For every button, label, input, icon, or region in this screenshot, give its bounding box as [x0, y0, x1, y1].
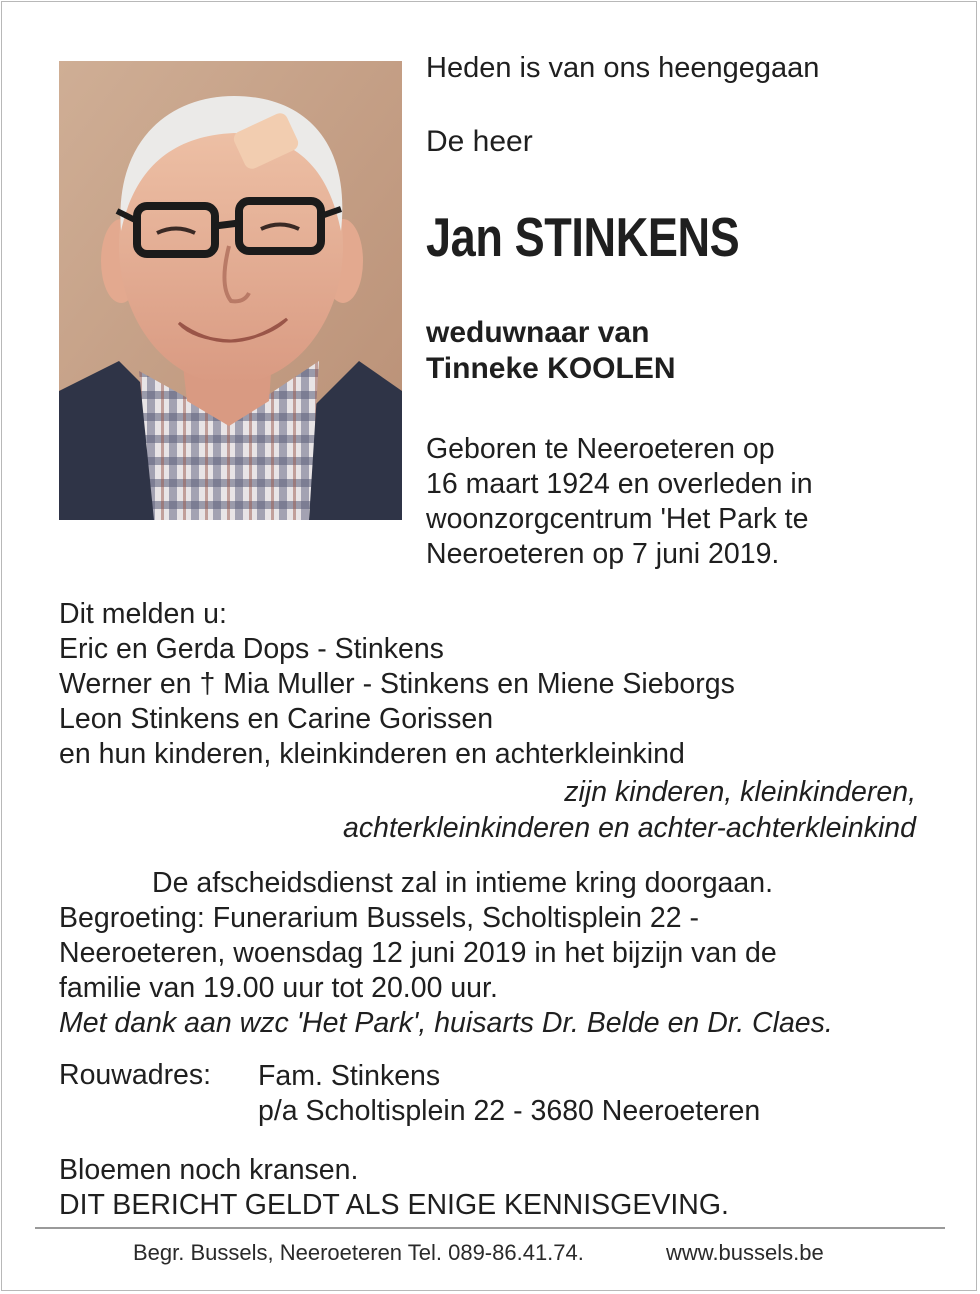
birth-line: Neeroeteren op 7 juni 2019. — [426, 538, 780, 570]
family-line: Leon Stinkens en Carine Gorissen — [59, 703, 494, 735]
service-line: De afscheidsdienst zal in intieme kring doorgaan. — [152, 867, 774, 899]
closing-line: Bloemen noch kransen. — [59, 1154, 359, 1186]
service-info — [59, 866, 833, 1041]
relation-note — [343, 774, 916, 846]
birth-line: 16 maart 1924 en overleden in — [426, 468, 813, 500]
birth-line: Geboren te Neeroeteren op — [426, 433, 775, 465]
birth-death-info — [426, 432, 813, 572]
widower-label: weduwnaar van — [426, 316, 650, 349]
birth-line: woonzorgcentrum 'Het Park te — [426, 503, 809, 535]
thanks-line: Met dank aan wzc 'Het Park', huisarts Dr. Belde en Dr. Claes. — [59, 1007, 833, 1039]
service-line: Begroeting: Funerarium Bussels, Scholtisplein 22 - — [59, 902, 699, 934]
footer-divider — [35, 1227, 945, 1229]
honorific: De heer — [426, 125, 533, 158]
spouse-name: Tinneke KOOLEN — [426, 352, 676, 385]
footer-website[interactable]: www.bussels.be — [666, 1240, 824, 1265]
address-line: p/a Scholtisplein 22 - 3680 Neeroeteren — [258, 1095, 761, 1127]
family-line: Dit melden u: — [59, 598, 227, 630]
family-list — [59, 597, 735, 772]
closing-line: DIT BERICHT GELDT ALS ENIGE KENNISGEVING. — [59, 1189, 729, 1221]
family-line: Werner en † Mia Muller - Stinkens en Miene Sieborgs — [59, 668, 735, 700]
relation-line: zijn kinderen, kleinkinderen, — [564, 776, 916, 808]
service-line: Neeroeteren, woensdag 12 juni 2019 in het bijzijn van de — [59, 937, 777, 969]
address-block — [258, 1059, 760, 1129]
service-line: familie van 19.00 uur tot 20.00 uur. — [59, 972, 498, 1004]
widower-of — [426, 315, 676, 387]
portrait-photo — [59, 61, 402, 520]
family-line: en hun kinderen, kleinkinderen en achterkleinkind — [59, 738, 685, 770]
relation-line: achterkleinkinderen en achter-achterkleinkind — [343, 812, 916, 844]
deceased-name: Jan STINKENS — [426, 206, 740, 268]
intro-text: Heden is van ons heengegaan — [426, 52, 820, 84]
address-label: Rouwadres: — [59, 1059, 212, 1091]
family-line: Eric en Gerda Dops - Stinkens — [59, 633, 444, 665]
closing-note — [59, 1153, 729, 1223]
address-line: Fam. Stinkens — [258, 1060, 441, 1092]
footer-funeral-home: Begr. Bussels, Neeroeteren Tel. 089-86.41.74. — [133, 1240, 584, 1265]
